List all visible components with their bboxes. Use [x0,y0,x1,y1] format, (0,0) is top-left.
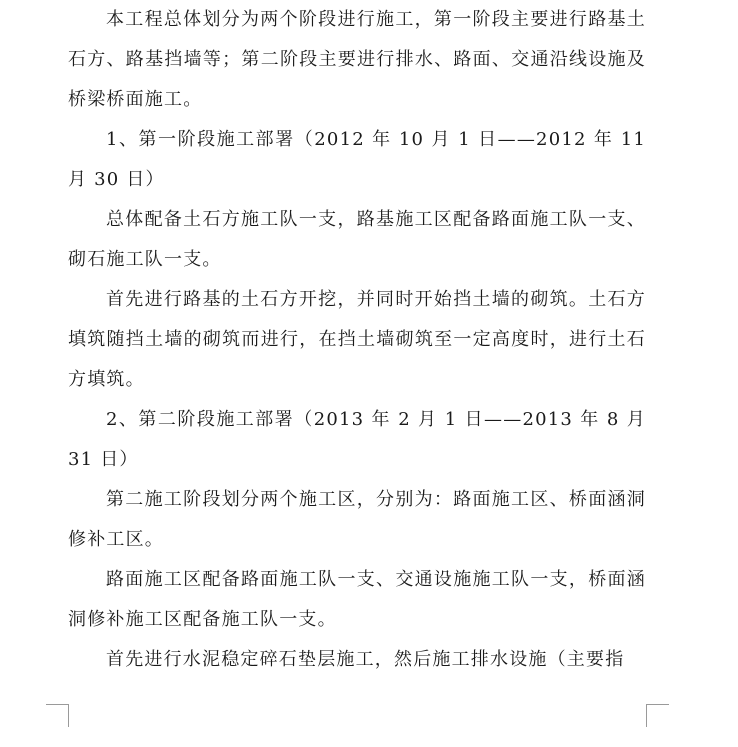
paragraph-phase-one-teams: 总体配备土石方施工队一支，路基施工区配备路面施工队一支、砌石施工队一支。 [68,209,646,270]
margin-corner-mark-left [46,704,69,727]
paragraph-phase-one-heading: 1、第一阶段施工部署（2012 年 10 月 1 日——2012 年 11 月 30 日） [68,129,646,190]
paragraph-phase-two-heading: 2、第二阶段施工部署（2013 年 2 月 1 日——2013 年 8 月 31 日） [68,409,646,470]
paragraph-phase-two-teams: 路面施工区配备路面施工队一支、交通设施施工队一支，桥面涵洞修补施工区配备施工队一支。 [68,569,646,630]
paragraph-overview: 本工程总体划分为两个阶段进行施工，第一阶段主要进行路基土石方、路基挡墙等；第二阶段主要进行排水、路面、交通沿线设施及桥梁桥面施工。 [68,9,646,110]
paragraph-phase-one-sequence: 首先进行路基的土石方开挖，并同时开始挡土墙的砌筑。土石方填筑随挡土墙的砌筑而进行，在挡土墙砌筑至一定高度时，进行土石方填筑。 [68,289,646,390]
paragraph-phase-two-sequence: 首先进行水泥稳定碎石垫层施工，然后施工排水设施（主要指 [106,649,625,670]
margin-corner-mark-right [646,704,669,727]
paragraph-phase-two-zones: 第二施工阶段划分两个施工区，分别为：路面施工区、桥面涵洞修补工区。 [68,489,646,550]
document-body [68,0,646,680]
